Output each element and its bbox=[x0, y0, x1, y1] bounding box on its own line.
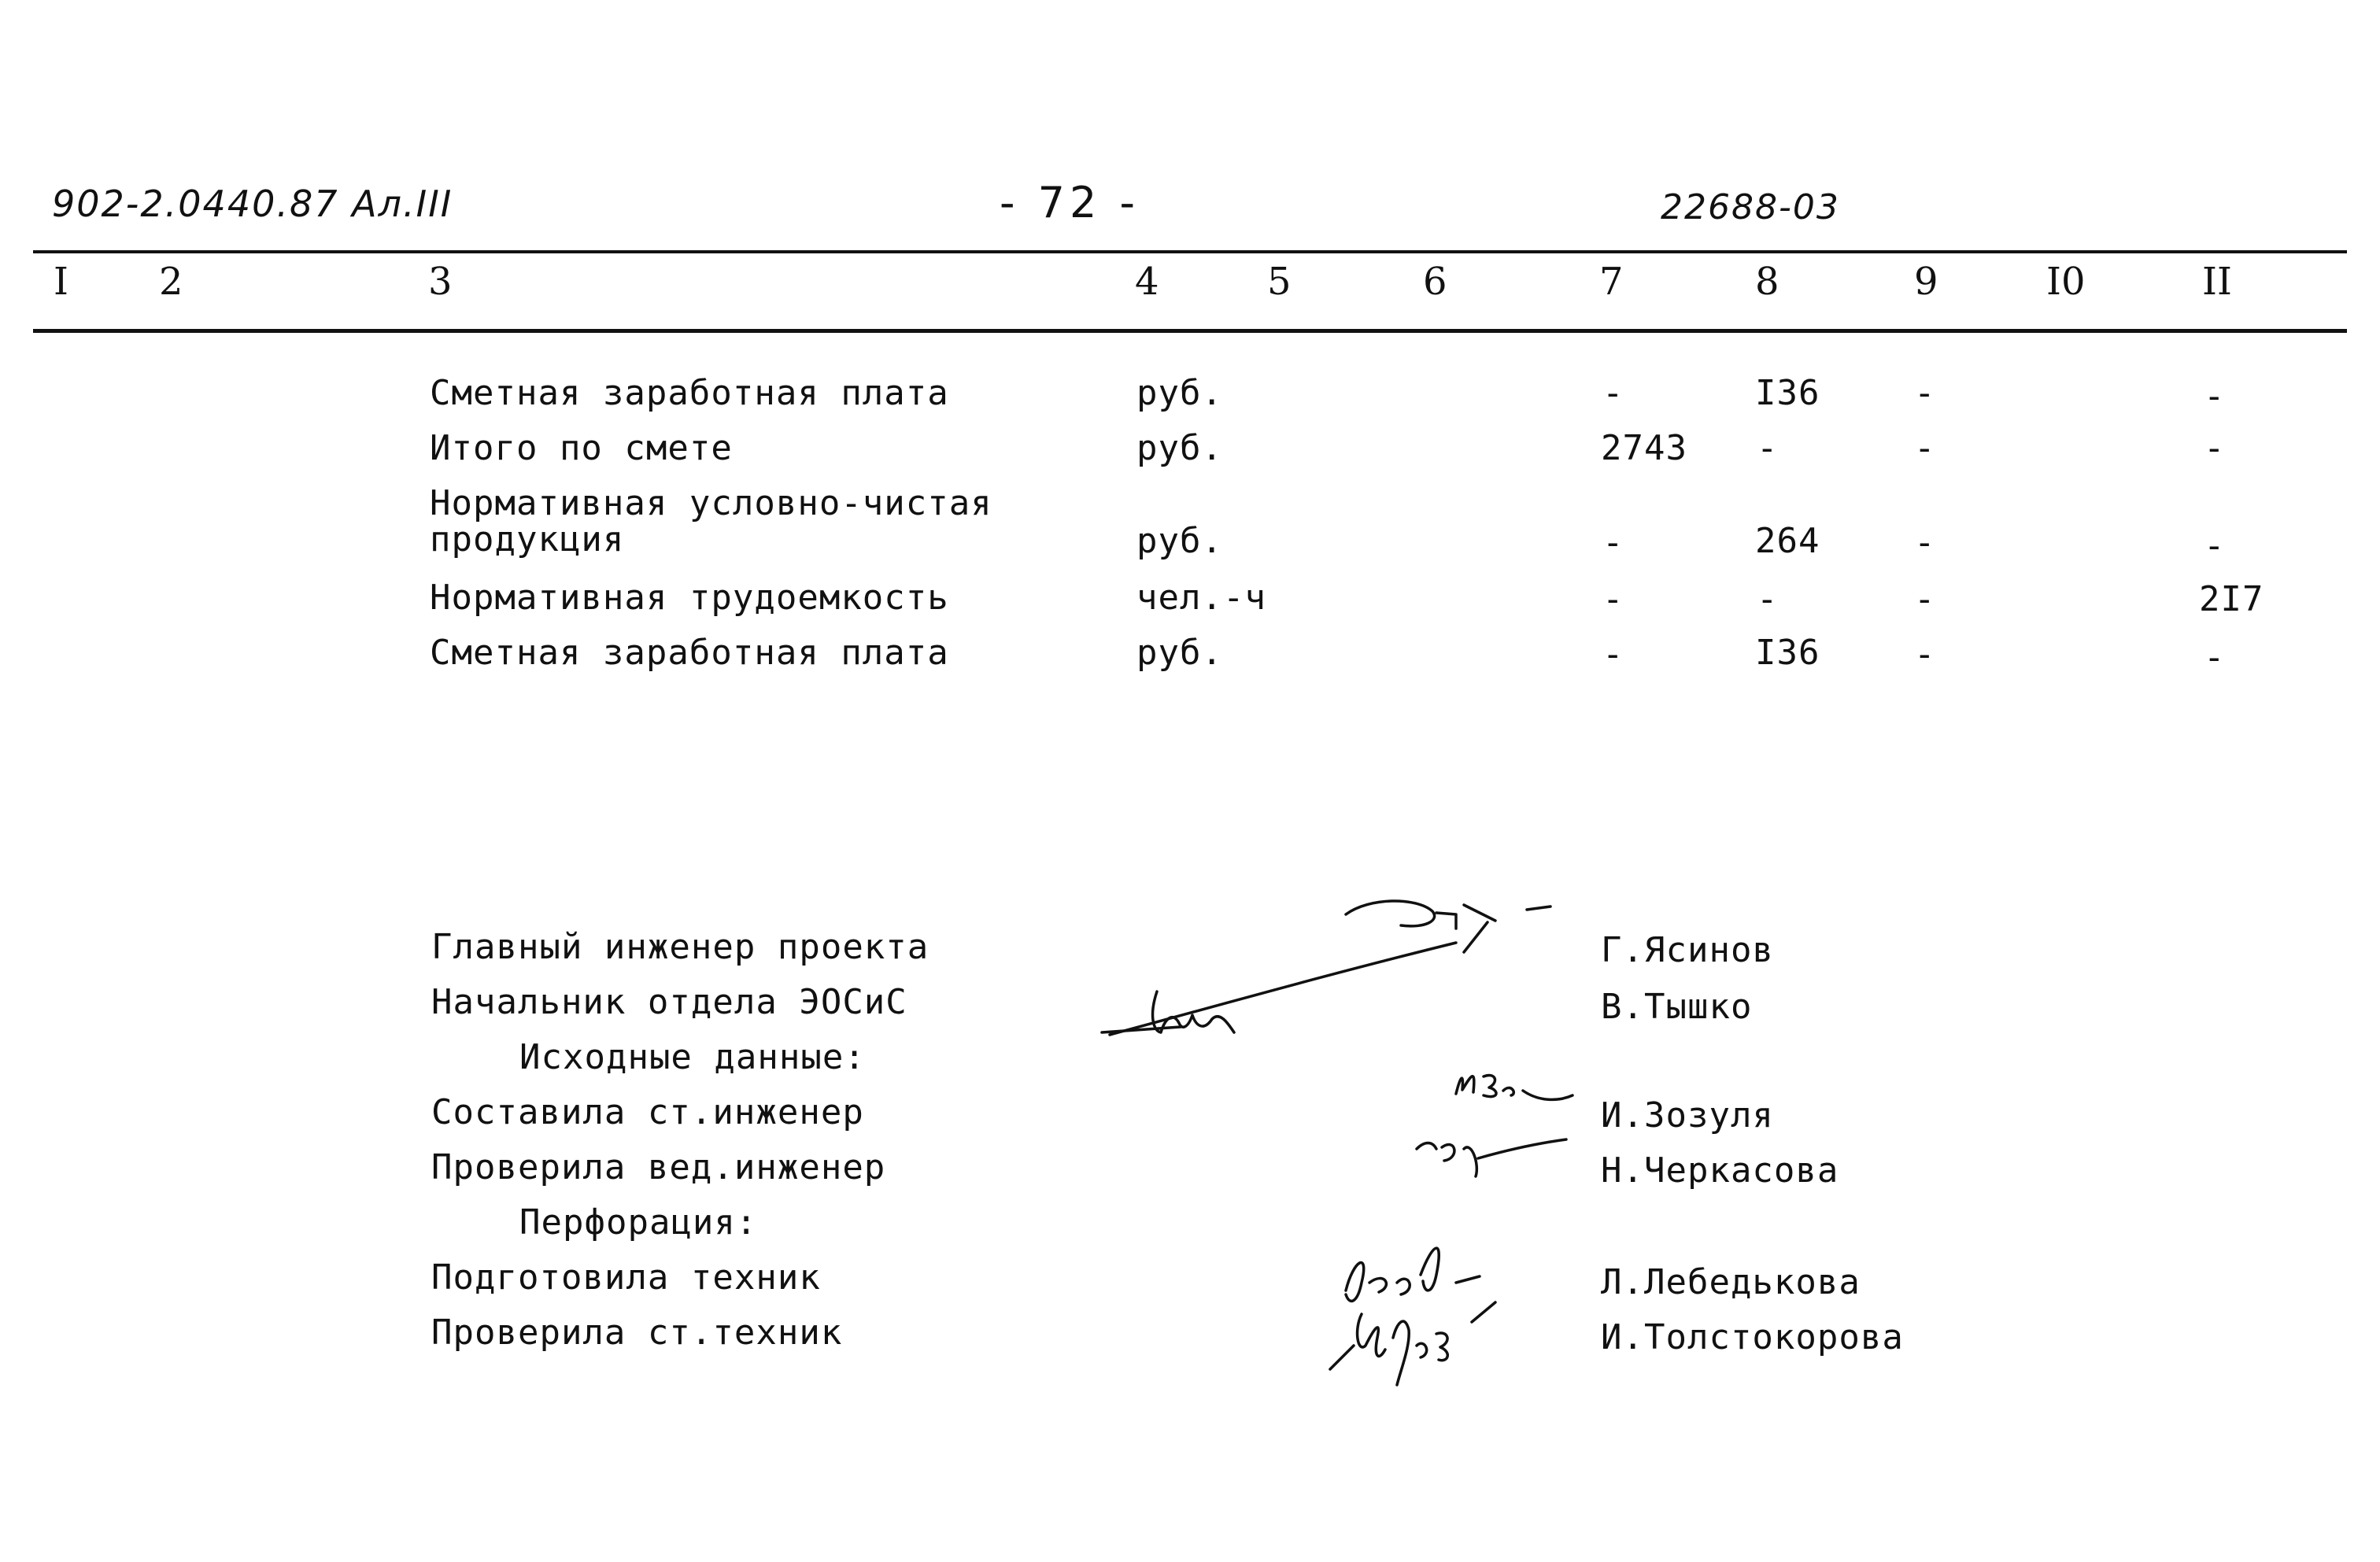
row-col11: - bbox=[2204, 428, 2226, 468]
signature-dept-head bbox=[1102, 991, 1234, 1032]
source-data-heading: Исходные данные: bbox=[519, 1037, 866, 1077]
row-unit: руб. bbox=[1136, 428, 1223, 468]
row-col7: - bbox=[1602, 523, 1624, 563]
row-col11: - bbox=[2204, 376, 2226, 416]
signature-zozulya bbox=[1456, 1075, 1572, 1099]
row-name-line1: Нормативная условно-чистая bbox=[430, 483, 992, 523]
row-unit: руб. bbox=[1136, 633, 1223, 673]
row-unit: руб. bbox=[1136, 521, 1223, 561]
row-name-line2: продукция bbox=[430, 519, 625, 559]
column-number-7: 7 bbox=[1599, 260, 1624, 304]
column-number-4: 4 bbox=[1135, 260, 1159, 304]
checked-lead-name: Н.Черкасова bbox=[1601, 1150, 1839, 1191]
signature-lebedkova bbox=[1346, 1248, 1480, 1301]
row-col8: I36 bbox=[1755, 633, 1820, 673]
row-col8: I36 bbox=[1755, 373, 1820, 413]
page-number: - 72 - bbox=[1000, 178, 1140, 227]
compiled-role: Составила ст.инженер bbox=[431, 1092, 864, 1132]
perforation-heading: Перфорация: bbox=[519, 1202, 758, 1243]
chief-engineer-role: Главный инженер проекта bbox=[431, 927, 929, 967]
row-name: Сметная заработная плата bbox=[430, 373, 949, 413]
column-number-2: 2 bbox=[159, 260, 183, 304]
row-col11: - bbox=[2204, 637, 2226, 678]
column-number-5: 5 bbox=[1267, 260, 1292, 304]
row-col9: - bbox=[1914, 634, 1936, 674]
row-col9: - bbox=[1914, 579, 1936, 619]
row-col11: 2I7 bbox=[2199, 579, 2264, 619]
chief-engineer-name: Г.Ясинов bbox=[1601, 930, 1774, 970]
row-col11: - bbox=[2204, 526, 2226, 566]
document-code: 902-2.0440.87 Ал.III bbox=[52, 183, 453, 225]
checked-tech-name: И.Толстокорова bbox=[1601, 1317, 1904, 1357]
signature-long-stroke bbox=[1110, 943, 1456, 1035]
checked-tech-role: Проверила ст.техник bbox=[431, 1313, 843, 1353]
signature-tolstokorova bbox=[1330, 1302, 1495, 1385]
row-col7: - bbox=[1602, 634, 1624, 674]
signature-cherkasova bbox=[1417, 1139, 1566, 1176]
row-col7: - bbox=[1602, 373, 1624, 413]
column-number-10: I0 bbox=[2046, 260, 2086, 304]
column-number-6: 6 bbox=[1423, 260, 1447, 304]
column-number-9: 9 bbox=[1914, 260, 1938, 304]
row-name: Сметная заработная плата bbox=[430, 633, 949, 673]
column-number-8: 8 bbox=[1755, 260, 1779, 304]
row-col9: - bbox=[1914, 373, 1936, 413]
row-col7: - bbox=[1602, 579, 1624, 619]
row-col8: - bbox=[1757, 579, 1779, 619]
row-unit: руб. bbox=[1136, 373, 1223, 413]
document-stamp-number: 22688-03 bbox=[1661, 187, 1840, 227]
table-header-bottom-rule bbox=[33, 329, 2347, 333]
column-number-11: II bbox=[2202, 260, 2232, 304]
prepared-name: Л.Лебедькова bbox=[1601, 1262, 1861, 1302]
dept-head-name: В.Тышко bbox=[1601, 987, 1753, 1027]
row-name: Нормативная трудоемкость bbox=[430, 578, 949, 618]
row-col8: 264 bbox=[1755, 521, 1820, 561]
compiled-name: И.Зозуля bbox=[1601, 1095, 1774, 1135]
column-number-3: 3 bbox=[428, 260, 453, 304]
row-col8: - bbox=[1757, 428, 1779, 468]
table-top-rule bbox=[33, 250, 2347, 253]
row-col9: - bbox=[1914, 428, 1936, 468]
row-col9: - bbox=[1914, 523, 1936, 563]
row-name: Итого по смете bbox=[430, 428, 733, 468]
row-unit: чел.-ч bbox=[1136, 578, 1266, 618]
column-number-1: I bbox=[54, 260, 68, 304]
checked-lead-role: Проверила вед.инженер bbox=[431, 1147, 886, 1187]
handwritten-signatures bbox=[1086, 866, 1574, 1416]
row-col7: 2743 bbox=[1601, 428, 1687, 468]
dept-head-role: Начальник отдела ЭОСиС bbox=[431, 982, 907, 1022]
prepared-role: Подготовила техник bbox=[431, 1257, 821, 1298]
